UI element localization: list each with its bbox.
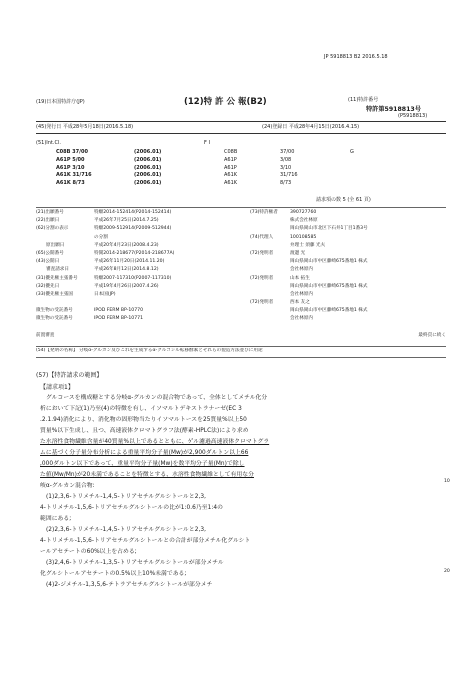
biblio-value: 岡山県岡山市中区藤崎675番地1 株式 [290, 283, 368, 289]
title-rule [36, 346, 446, 347]
fi-group: 3/08 [280, 156, 292, 163]
claim-line: (3)2,4,6-トリメチル-1,3,5-トリアセチルグルシトールが部分メチル [46, 560, 224, 566]
fi-group: 3/10 [280, 164, 292, 171]
class-version: (2006.01) [134, 149, 162, 155]
claim-line: た水溶性食物繊維含量が40質量%以上であるとともに、ゲル濾過高速液体クロマトグラ [40, 439, 270, 445]
claim-line: ールアセテートの60%以上を占める; [40, 549, 137, 555]
biblio-item [36, 235, 236, 243]
int-class: C08B 37/00 [56, 149, 88, 155]
biblio-value: 平成19年4月26日(2007.4.26) [94, 283, 159, 289]
biblio-key: 微生物の受託番号 [36, 308, 73, 314]
biblio-value: 岡山県岡山市中区藤崎675番地1 株式 [290, 259, 368, 265]
biblio-key [36, 235, 94, 243]
class-row [56, 149, 354, 157]
claim-line: 化グルシトールアセテートの0.5%以上10%未満である; [40, 571, 187, 577]
biblio-item [36, 226, 236, 234]
biblio-key: (73)特許権者 [250, 210, 278, 215]
biblio-value: 特開2014-218677(P2014-218677A) [94, 250, 175, 256]
claims-header: (57)【特許請求の範囲】 [36, 372, 103, 379]
biblio-item [250, 325, 446, 333]
biblio-item [250, 251, 446, 259]
fi-class: C08B [224, 149, 238, 155]
biblio-key: (33)優先権主張国 [36, 291, 73, 297]
fi-group: 8/73 [280, 180, 292, 187]
claims-count: 請求項の数 5 (全 61 頁) [316, 197, 371, 203]
biblio-value: 山本 拓生 [290, 275, 310, 281]
biblio-item [36, 325, 236, 333]
class-version: (2006.01) [134, 164, 162, 171]
class-row [56, 157, 354, 165]
biblio-key: (65)公開番号 [36, 250, 64, 256]
biblio-value: 会社林原内 [290, 316, 313, 322]
biblio-item [36, 243, 236, 251]
claim-line: 質量%以下生成し、且つ、高速液体クロマトグラフ法(酵素-HPLC法)により求め [40, 428, 249, 434]
biblio-value: 平成26年7月25日(2014.7.25) [94, 218, 159, 224]
biblio-item [250, 284, 446, 292]
biblio-item [250, 210, 446, 218]
claim-line: (2)2,3,6-トリメチル-1,4,5-トリアセチルグルシトールと2,3, [46, 527, 206, 533]
biblio-value: IPOD FERM BP-10771 [94, 316, 143, 322]
biblio-key: (74)代理人 [250, 234, 274, 240]
biblio-key: 審査請求日 [46, 267, 69, 273]
header-rule [36, 121, 446, 122]
claim-body [40, 393, 438, 591]
class-version: (2006.01) [134, 156, 162, 163]
biblio-item [36, 333, 236, 341]
class-version: (2006.01) [134, 180, 162, 187]
biblio-key [250, 284, 290, 292]
claim-line: ,000ダルトン以下であって、重量平均分子量(Mw)を数平均分子量(Mn)で除し [40, 461, 245, 467]
biblio-item [36, 316, 236, 324]
biblio-item [250, 316, 446, 324]
claim-line: ムに基づく分子量分布分析による重量平均分子量(Mw)が2,900ダルトン以上66 [40, 450, 249, 456]
biblio-value: 会社林原内 [290, 267, 313, 273]
biblio-key [250, 226, 290, 234]
biblio-item [250, 243, 446, 251]
claim-line: た値(Mw/Mn)が20未満であることを特徴とする、水溶性食物繊維として有用な分 [40, 472, 254, 478]
claim-line: 範囲にある; [40, 516, 72, 522]
fi-class: A61K [224, 180, 238, 187]
biblio-item [36, 284, 236, 292]
biblio-key [250, 325, 290, 333]
biblio-item [36, 251, 236, 259]
fi-code: G [350, 149, 354, 155]
registration-date: (24)登録日 平成28年4月15日(2016.4.15) [262, 124, 360, 130]
biblio-value: 日本国(JP) [94, 291, 116, 297]
class-version: (2006.01) [134, 172, 162, 179]
biblio-key: (72)発明者 [250, 275, 274, 281]
claim-line: 4-トリメチル-1,5,6-トリアセチルグルシトールとの合計が部分メチル化グルシト [40, 538, 251, 544]
biblio-key [250, 243, 290, 251]
biblio-item [250, 235, 446, 243]
classification-table [56, 149, 354, 188]
biblio-item [36, 276, 236, 284]
biblio-item [250, 308, 446, 316]
claim-line: 岐α-グルカン混合物: [40, 483, 95, 489]
continued-note: 最終頁に続く [418, 332, 446, 338]
biblio-key: 微生物の受託番号 [36, 316, 73, 322]
biblio-item [250, 292, 446, 300]
biblio-value: 特願2009-512914(P2009-512944) [94, 226, 172, 232]
class-row [56, 172, 354, 180]
biblio-key [250, 267, 290, 275]
biblio-item [36, 267, 236, 275]
biblio-value: 平成26年11月20日(2014.11.20) [94, 259, 165, 265]
int-class: A61K 31/716 [56, 172, 92, 179]
claim-line: (1)2,3,6-トリメチル-1,4,5-トリアセチルグルシトールと2,3, [46, 494, 206, 500]
fi-group: 31/716 [280, 172, 298, 179]
header-rule-2 [36, 133, 446, 134]
biblio-value: 特願2007-117310(P2007-117310) [94, 275, 172, 281]
fi-class: A61K [224, 172, 238, 179]
biblio-value: 岡山県岡山市北区下石井1丁目1番3号 [290, 226, 368, 232]
bibliography-left [36, 210, 236, 341]
biblio-value: 岡山県岡山市中区藤崎675番地1 株式 [290, 308, 368, 314]
claim-line: .2.1.94)消化により、消化物の固形物当たりイソマルトースを25質量%以上50 [40, 417, 247, 423]
biblio-item [250, 333, 446, 341]
biblio-value: 西本 友之 [290, 300, 310, 306]
patent-number: 特許第5918813号 [366, 106, 421, 113]
biblio-key: (72)発明者 [250, 300, 274, 306]
biblio-value: 株式会社林原 [290, 218, 318, 224]
biblio-item [250, 267, 446, 275]
line-number: 20 [444, 569, 450, 574]
fi-label: F I [204, 140, 210, 146]
publication-kind: (12)特 許 公 報(B2) [184, 97, 267, 107]
issue-date: (45)発行日 平成28年5月18日(2016.5.18) [36, 124, 134, 130]
biblio-value: 特願2014-152414(P2014-152414) [94, 210, 172, 215]
biblio-key: (72)発明者 [250, 250, 274, 256]
page-reference: JP 5918813 B2 2016.5.18 [324, 54, 388, 60]
fi-group: 37/00 [280, 149, 295, 155]
biblio-item [36, 210, 236, 218]
int-class: A61P 5/00 [56, 156, 85, 163]
biblio-value: 平成26年8月12日(2014.8.12) [94, 267, 159, 273]
biblio-item [250, 276, 446, 284]
biblio-value: 弁理士 須藤 光夫 [290, 242, 326, 248]
biblio-item [36, 292, 236, 300]
claim-line: 4-トリメチル-1,5,6-トリアセチルグルシトールの比が1:0.6乃至1:4の [40, 505, 223, 511]
biblio-key: (43)公開日 [36, 259, 60, 265]
biblio-key [250, 292, 290, 300]
biblio-key [36, 325, 94, 333]
patent-number-p: (P5918813) [398, 113, 428, 119]
biblio-value: 会社林原内 [290, 291, 313, 297]
biblio-key [250, 259, 290, 267]
biblio-value: 平成20年4月23日(2008.4.23) [94, 242, 159, 248]
title-rule-2 [36, 357, 446, 358]
biblio-rule [36, 207, 446, 208]
int-class: A61K 8/73 [56, 180, 85, 187]
biblio-value: の分割 [94, 234, 108, 240]
patent-office: (19)日本国特許庁(JP) [36, 99, 85, 105]
biblio-key: (32)優先日 [36, 283, 60, 289]
biblio-key: 前置審査 [36, 332, 55, 338]
fi-class: A61P [224, 164, 237, 171]
claim-1-label: 【請求項1】 [40, 384, 74, 391]
int-class: A61P 3/10 [56, 164, 85, 171]
biblio-key: (62)分割の表示 [36, 226, 69, 232]
biblio-value: 渡邊 光 [290, 250, 306, 256]
biblio-key: (31)優先権主張番号 [36, 275, 78, 281]
biblio-key [250, 218, 290, 226]
biblio-value: IPOD FERM BP-10770 [94, 308, 143, 314]
claim-line: グルコースを構成糖とする分岐α-グルカンの混合物であって、全体としてメチル化分 [46, 395, 268, 401]
invention-title: (54)【発明の名称】 分岐α-グルカン及びこれを生成するα-グルコシル転移酵素とそれらの製造方法並びに用途 [36, 348, 263, 353]
biblio-key [250, 308, 290, 316]
biblio-value: 100108585 [290, 234, 317, 240]
biblio-value: 390727760 [290, 210, 317, 215]
biblio-item [250, 259, 446, 267]
patent-number-label: (11)特許番号 [348, 97, 379, 103]
biblio-key [250, 316, 290, 324]
int-cl-label: (51)Int.Cl. [36, 140, 61, 146]
class-row [56, 180, 354, 188]
claim-line: (4)2-ジメチル-1,3,5,6-テトラアセチルグルシトールが部分メチ [46, 582, 213, 588]
line-number: 10 [444, 479, 450, 484]
bibliography-right [250, 210, 446, 341]
biblio-key: 原出願日 [46, 242, 65, 248]
class-row [56, 165, 354, 173]
fi-class: A61P [224, 156, 237, 163]
biblio-item [250, 226, 446, 234]
biblio-key: (22)出願日 [36, 218, 60, 224]
claim-line: 析において下記(1)乃至(4)の特徴を有し、イソマルトデキストラナーゼ(EC 3 [40, 406, 242, 412]
biblio-key: (21)出願番号 [36, 210, 64, 215]
